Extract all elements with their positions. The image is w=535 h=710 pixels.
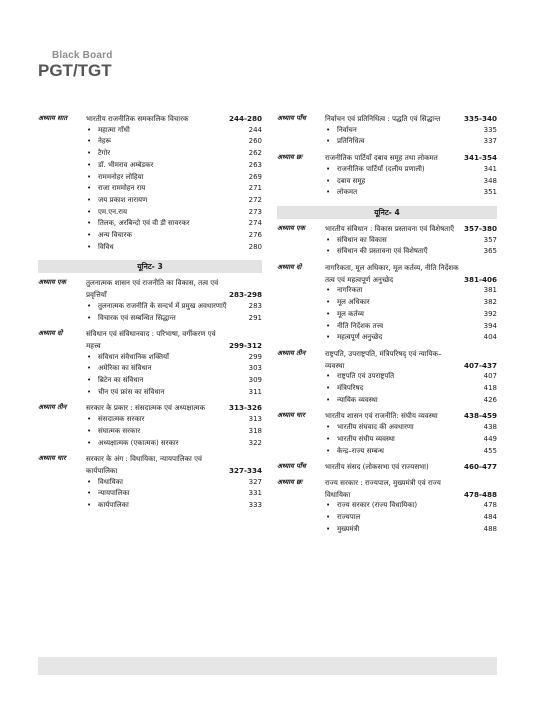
- toc-item-title: मुख्यमंत्री: [337, 524, 360, 533]
- toc-item-title: अध्यक्षात्मक (एकात्मक) सरकार: [98, 438, 179, 447]
- chapter-entry[interactable]: [277, 152, 497, 199]
- chapter-entry[interactable]: [38, 277, 262, 324]
- chapter-page-range: 283-298: [229, 290, 262, 300]
- toc-item-page: 303: [248, 364, 262, 373]
- toc-item-page: 484: [483, 513, 497, 522]
- toc-item-title: महत्वपूर्ण अनुच्छेद: [337, 333, 383, 342]
- bullet-icon: •: [326, 372, 331, 381]
- toc-item[interactable]: [38, 477, 262, 489]
- chapter-entry[interactable]: [277, 477, 497, 536]
- bullet-icon: •: [87, 231, 92, 240]
- chapter-number: अध्याय पाँच: [277, 114, 306, 122]
- chapter-heading: [277, 223, 497, 235]
- toc-item-page: 455: [483, 446, 497, 455]
- chapter-heading: [38, 402, 262, 414]
- bullet-icon: •: [326, 164, 331, 173]
- toc-item-page: 351: [483, 188, 497, 197]
- toc-item-title: नेहरू: [98, 137, 112, 146]
- chapter-page-range: 244-280: [229, 114, 262, 123]
- chapter-number: अध्याय तीन: [277, 348, 306, 357]
- chapter-title: राष्ट्रपति, उपराष्ट्रपति, मंत्रिपरिषद् एवं न्यायिक–व्यवस्था: [325, 348, 442, 370]
- chapter-number: अध्याय तीन: [38, 403, 67, 412]
- brand-logo: [38, 50, 113, 79]
- toc-item-title: संविधान की प्रस्तावना एवं विशेषताएँ: [337, 247, 428, 256]
- bullet-icon: •: [87, 137, 92, 146]
- bullet-icon: •: [87, 184, 92, 193]
- toc-item[interactable]: [38, 125, 262, 137]
- toc-item-page: 365: [483, 247, 497, 256]
- toc-item[interactable]: [38, 438, 262, 450]
- toc-item-title: विविध: [98, 242, 114, 251]
- toc-item-page: 272: [248, 195, 262, 204]
- toc-item-title: जय प्रकाश नारायण: [98, 195, 148, 204]
- toc-item-page: 394: [483, 321, 497, 330]
- toc-item-page: 283: [248, 301, 262, 310]
- toc-item-page: 392: [483, 309, 497, 318]
- bullet-icon: •: [87, 195, 92, 204]
- toc-item[interactable]: [277, 125, 497, 137]
- chapter-entry[interactable]: [277, 461, 497, 473]
- chapter-page-range: 407-437: [464, 360, 497, 370]
- bullet-icon: •: [87, 352, 92, 361]
- bullet-icon: •: [326, 446, 331, 455]
- bullet-icon: •: [87, 207, 92, 216]
- toc-item-title: संघात्मक सरकार: [98, 426, 141, 435]
- chapter-number: अध्याय चार: [277, 411, 305, 420]
- toc-item-title: न्यायिक व्यवस्था: [337, 395, 378, 404]
- toc-item-page: 274: [248, 219, 262, 228]
- chapter-number: अध्याय छः: [277, 153, 303, 162]
- toc-item[interactable]: [38, 172, 262, 184]
- toc-item-title: भारतीय संघवाद की अवधारणा: [337, 423, 414, 432]
- unit-heading: यूनिट- 4: [277, 206, 497, 219]
- toc-item-title: संसदात्मक सरकार: [98, 415, 145, 424]
- bullet-icon: •: [326, 176, 331, 185]
- toc-item[interactable]: [38, 218, 262, 230]
- toc-item-page: 478: [483, 501, 497, 510]
- chapter-heading: [277, 113, 497, 125]
- bullet-icon: •: [326, 235, 331, 244]
- toc-left-column: [38, 113, 262, 516]
- chapter-gap: [277, 199, 497, 203]
- bullet-icon: •: [87, 172, 92, 181]
- bullet-icon: •: [326, 247, 331, 256]
- toc-item-title: डॉ. भीमराव अम्बेडकर: [98, 160, 154, 169]
- toc-item[interactable]: [38, 301, 262, 313]
- toc-item-title: मूल अधिकार: [337, 298, 370, 307]
- toc-item-title: लोकमत: [337, 188, 358, 197]
- toc-item-page: 488: [483, 524, 497, 533]
- chapter-entry[interactable]: [277, 113, 497, 148]
- chapter-heading: [38, 328, 262, 351]
- bullet-icon: •: [326, 286, 331, 295]
- chapter-page-range: 341-354: [464, 153, 497, 163]
- chapter-number: अध्याय एक: [38, 278, 66, 287]
- toc-item-page: 318: [248, 426, 262, 435]
- toc-item[interactable]: [38, 375, 262, 387]
- toc-item-title: संविधान का विकास: [337, 235, 387, 244]
- toc-item-title: तिलक, अरबिन्दो एवं वी डी सावरकर: [98, 219, 190, 228]
- toc-item[interactable]: [38, 160, 262, 172]
- chapter-heading: [277, 410, 497, 422]
- toc-item[interactable]: [277, 371, 497, 383]
- chapter-entry[interactable]: [277, 410, 497, 457]
- chapter-entry[interactable]: [277, 262, 497, 344]
- toc-item[interactable]: [38, 207, 262, 219]
- toc-item-page: 244: [248, 125, 262, 134]
- toc-item-page: 331: [248, 489, 262, 498]
- toc-item-page: 299: [248, 352, 262, 361]
- bullet-icon: •: [87, 219, 92, 228]
- toc-item[interactable]: [38, 148, 262, 160]
- chapter-page-range: 460-477: [464, 462, 497, 472]
- bullet-icon: •: [326, 513, 331, 522]
- bullet-icon: •: [87, 364, 92, 373]
- chapter-heading: [277, 262, 497, 285]
- bullet-icon: •: [87, 160, 92, 169]
- toc-item-page: 280: [248, 242, 262, 251]
- toc-item-page: 341: [483, 164, 497, 173]
- chapter-page-range: 478-488: [464, 489, 497, 499]
- chapter-number: अध्याय एक: [277, 223, 305, 232]
- bullet-icon: •: [87, 301, 92, 310]
- toc-item[interactable]: [277, 285, 497, 297]
- bullet-icon: •: [326, 524, 331, 533]
- bullet-icon: •: [87, 387, 92, 396]
- toc-item[interactable]: [38, 195, 262, 207]
- toc-item[interactable]: [38, 136, 262, 148]
- toc-item-title: राज्य सरकार (राज्य विधायिका): [337, 501, 418, 510]
- chapter-number: अध्याय दो: [277, 263, 302, 272]
- toc-item-title: दबाव समूह: [337, 176, 366, 185]
- bullet-icon: •: [87, 242, 92, 251]
- toc-item-title: तुलनात्मक राजनीति के सन्दर्भ में प्रमुख अवधारणाएँ: [98, 301, 227, 310]
- toc-item[interactable]: [277, 512, 497, 524]
- bullet-icon: •: [87, 477, 92, 486]
- toc-item-title: विधायिका: [98, 477, 123, 486]
- toc-item[interactable]: [277, 446, 497, 458]
- toc-item-page: 262: [248, 149, 262, 158]
- toc-item-title: अन्य विचारक: [98, 231, 132, 240]
- bullet-icon: •: [87, 313, 92, 322]
- toc-item-title: ब्रिटेन का संविधान: [98, 376, 144, 385]
- toc-item[interactable]: [277, 297, 497, 309]
- toc-item-page: 438: [483, 423, 497, 432]
- toc-item-title: भारतीय संघीय व्यवस्था: [337, 434, 395, 443]
- toc-item-page: 382: [483, 298, 497, 307]
- toc-item-page: 426: [483, 395, 497, 404]
- toc-item[interactable]: [38, 387, 262, 399]
- toc-item-title: कार्यपालिका: [98, 501, 129, 510]
- toc-item-page: 407: [483, 372, 497, 381]
- chapter-page-range: 327-334: [229, 465, 262, 475]
- toc-item[interactable]: [38, 352, 262, 364]
- chapter-entry[interactable]: [38, 328, 262, 398]
- toc-item-page: 404: [483, 333, 497, 342]
- toc-item[interactable]: [277, 136, 497, 148]
- toc-item[interactable]: [277, 246, 497, 258]
- toc-item-page: 313: [248, 415, 262, 424]
- bullet-icon: •: [87, 125, 92, 134]
- toc-item[interactable]: [38, 242, 262, 254]
- toc-item-title: राममनोहर लोहिया: [98, 172, 144, 181]
- toc-item[interactable]: [38, 426, 262, 438]
- toc-item-page: 327: [248, 477, 262, 486]
- toc-item-title: अमेरिका का संविधान: [98, 364, 152, 373]
- toc-item-page: 357: [483, 235, 497, 244]
- toc-item-page: 291: [248, 313, 262, 322]
- chapter-page-range: 438-459: [464, 411, 497, 421]
- toc-item[interactable]: [277, 321, 497, 333]
- chapter-heading: [277, 152, 497, 164]
- chapter-title: भारतीय राजनीतिक समकालिक विचारक: [86, 114, 189, 123]
- chapter-number: अध्याय दो: [38, 329, 63, 338]
- toc-item-title: संविधान संवैधानिक शक्तियाँ: [98, 352, 169, 361]
- bullet-icon: •: [87, 438, 92, 447]
- toc-item-page: 335: [483, 125, 497, 134]
- toc-item-page: 311: [248, 387, 262, 396]
- chapter-page-range: 381-406: [464, 274, 497, 284]
- toc-item-page: 449: [483, 434, 497, 443]
- toc-item[interactable]: [277, 524, 497, 536]
- toc-item-title: मूल कर्तव्य: [337, 309, 364, 318]
- toc-item[interactable]: [38, 363, 262, 375]
- toc-item[interactable]: [277, 332, 497, 344]
- chapter-entry[interactable]: [38, 402, 262, 449]
- chapter-heading: [38, 113, 262, 125]
- toc-item-title: चीन एवं फ्रांस का संविधान: [98, 387, 165, 396]
- toc-item-page: 269: [248, 172, 262, 181]
- bullet-icon: •: [326, 395, 331, 404]
- toc-item[interactable]: [38, 414, 262, 426]
- toc-item[interactable]: [277, 395, 497, 407]
- bullet-icon: •: [87, 149, 92, 158]
- chapter-heading: [38, 277, 262, 300]
- bullet-icon: •: [326, 423, 331, 432]
- bullet-icon: •: [326, 125, 331, 134]
- chapter-page-range: 357-380: [464, 223, 497, 233]
- chapter-title: नागरिकता, मूल अधिकार, मूल कर्तव्य, नीति निर्देशक तत्व एवं महत्वपूर्ण अनुच्छेद: [325, 263, 459, 284]
- bullet-icon: •: [326, 298, 331, 307]
- bullet-icon: •: [326, 501, 331, 510]
- chapter-page-range: 299-312: [229, 340, 262, 350]
- chapter-number: अध्याय छः: [277, 477, 303, 486]
- unit-heading: यूनिट- 3: [38, 260, 262, 273]
- chapter-title: सरकार के प्रकार : संसदात्मक एवं अध्यक्षात्मक: [86, 403, 206, 413]
- chapter-title: निर्वाचन एवं प्रतिनिधित्व : पद्धति एवं सिद्धान्त: [325, 114, 441, 123]
- chapter-title: संविधान एवं संविधानवाद : परिभाषा, वर्गीकरण एवं महत्त्व: [86, 329, 216, 350]
- toc-item-title: प्रतिनिधित्व: [337, 137, 365, 146]
- bullet-icon: •: [87, 376, 92, 385]
- chapter-title: भारतीय संसद (लोकसभा एवं राज्यसभा): [325, 462, 429, 472]
- chapter-title: सरकार के अंग : विधायिका, न्यायपालिका एवं कार्यपालिका: [86, 454, 202, 475]
- toc-item-page: 337: [483, 137, 497, 146]
- toc-item-page: 322: [248, 438, 262, 447]
- bullet-icon: •: [326, 333, 331, 342]
- toc-item-title: न्यायपालिका: [98, 489, 130, 498]
- chapter-entry[interactable]: [277, 348, 497, 407]
- toc-item-page: 418: [483, 384, 497, 393]
- toc-item-title: निर्वाचन: [337, 125, 357, 134]
- toc-item[interactable]: [277, 235, 497, 247]
- chapter-page-range: 335-340: [464, 114, 497, 123]
- toc-item-title: टैगोर: [98, 149, 111, 158]
- bullet-icon: •: [87, 501, 92, 510]
- toc-item[interactable]: [277, 176, 497, 188]
- chapter-number: अध्याय पाँच: [277, 462, 306, 471]
- bullet-icon: •: [326, 384, 331, 393]
- bullet-icon: •: [326, 321, 331, 330]
- chapter-heading: [277, 477, 497, 500]
- toc-item-title: नीति निर्देशक तत्त्व: [337, 321, 384, 330]
- chapter-entry[interactable]: [277, 223, 497, 258]
- toc-item[interactable]: [38, 500, 262, 512]
- bullet-icon: •: [87, 489, 92, 498]
- chapter-entry[interactable]: [38, 453, 262, 512]
- toc-item[interactable]: [38, 230, 262, 242]
- toc-item-page: 348: [483, 176, 497, 185]
- toc-item[interactable]: [277, 383, 497, 395]
- bullet-icon: •: [326, 137, 331, 146]
- toc-item-title: केन्द्र–राज्य सम्बन्ध: [337, 446, 384, 455]
- bullet-icon: •: [87, 426, 92, 435]
- toc-item[interactable]: [38, 183, 262, 195]
- chapter-gap: [277, 536, 497, 540]
- chapter-gap: [38, 512, 262, 516]
- chapter-heading: [38, 453, 262, 476]
- toc-item[interactable]: [277, 434, 497, 446]
- footer-bar: [38, 657, 497, 675]
- toc-item[interactable]: [38, 488, 262, 500]
- toc-item-page: 260: [248, 137, 262, 146]
- bullet-icon: •: [326, 309, 331, 318]
- chapter-title: भारतीय संविधान : विकास प्रस्तावना एवं विशेषताएँ: [325, 223, 454, 233]
- chapter-number: अध्याय सात: [38, 114, 68, 122]
- toc-item-title: राजा राममोहन राय: [98, 184, 146, 193]
- toc-item[interactable]: [277, 422, 497, 434]
- toc-item-title: राष्ट्रपति एवं उपराष्ट्रपति: [337, 372, 395, 381]
- bullet-icon: •: [87, 415, 92, 424]
- toc-item[interactable]: [277, 309, 497, 321]
- toc-item-title: महात्मा गाँधी: [98, 125, 130, 134]
- chapter-number: अध्याय चार: [38, 454, 66, 463]
- chapter-heading: [277, 461, 497, 473]
- chapter-title: भारतीय शासन एवं राजनीति: संघीय व्यवस्था: [325, 411, 438, 421]
- toc-item-title: राज्यपाल: [337, 513, 361, 522]
- chapter-title: राज्य सरकार : राज्यपाल, मुख्यमंत्री एवं राज्य विधायिका: [325, 477, 441, 499]
- chapter-page-range: 313-326: [229, 403, 262, 413]
- bullet-icon: •: [326, 188, 331, 197]
- toc-item-page: 276: [248, 231, 262, 240]
- toc-right-column: [277, 113, 497, 540]
- toc-item-title: विचारक एवं सम्बन्धित सिद्धान्त: [98, 313, 176, 322]
- toc-item-page: 271: [248, 184, 262, 193]
- toc-item[interactable]: [277, 187, 497, 199]
- chapter-entry[interactable]: [38, 113, 262, 253]
- brand-main-text: PGT/TGT: [38, 61, 112, 80]
- toc-item-page: 273: [248, 207, 262, 216]
- toc-item[interactable]: [277, 500, 497, 512]
- bullet-icon: •: [326, 434, 331, 443]
- toc-item-page: 333: [248, 501, 262, 510]
- toc-item-page: 381: [483, 286, 497, 295]
- toc-item-page: 309: [248, 376, 262, 385]
- chapter-title: राजनीतिक पार्टियाँ दबाव समूह तथा लोकमत: [325, 153, 438, 163]
- toc-item[interactable]: [277, 164, 497, 176]
- toc-item-title: राजनीतिक पार्टियाँ (दलीय प्रणाली): [337, 164, 425, 173]
- toc-item-title: नागरिकता: [337, 286, 363, 295]
- brand-top-text: Black Board: [52, 50, 113, 61]
- toc-item[interactable]: [38, 313, 262, 325]
- chapter-title: तुलनात्मक शासन एवं राजनीति का विकास, तत्व एवं प्रवृत्तियाँ: [86, 278, 219, 300]
- toc-item-page: 263: [248, 160, 262, 169]
- toc-item-title: मंत्रिपरिषद: [337, 384, 364, 393]
- chapter-gap: [38, 253, 262, 257]
- toc-item-title: एम.एन.राय: [98, 207, 127, 216]
- chapter-heading: [277, 348, 497, 371]
